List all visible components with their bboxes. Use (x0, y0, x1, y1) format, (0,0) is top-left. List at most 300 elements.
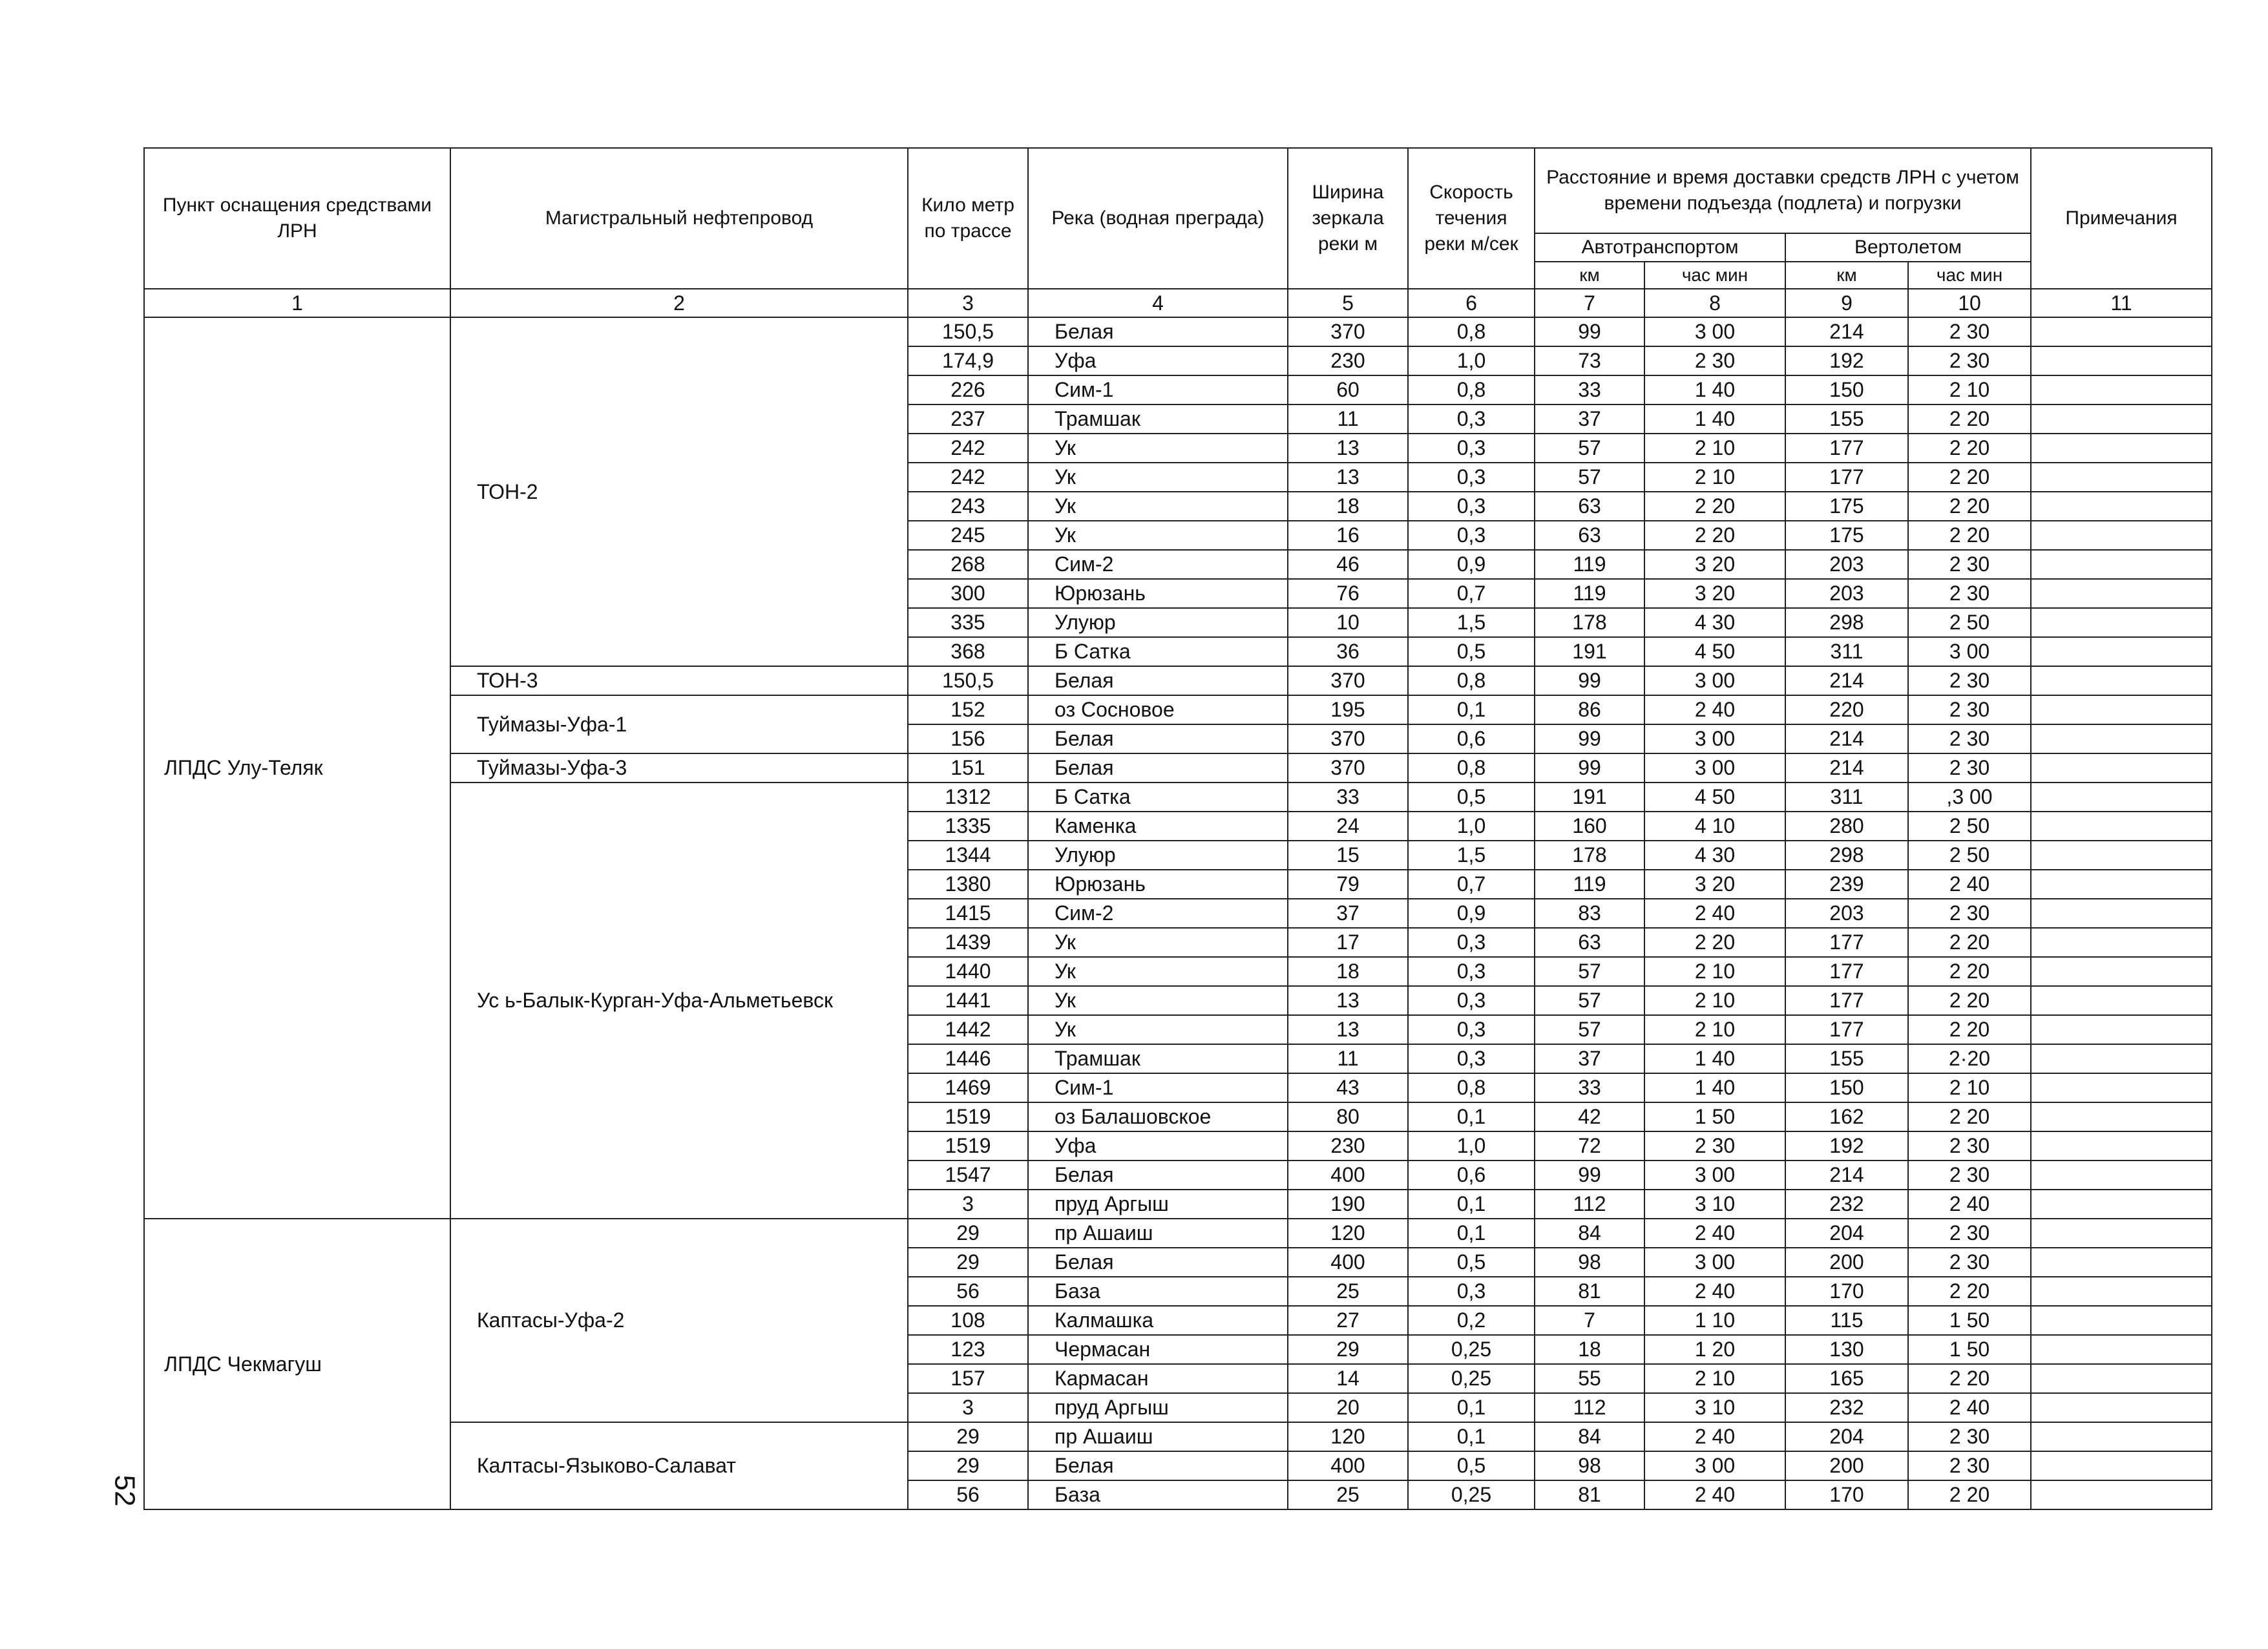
river-cell: Ук (1028, 986, 1288, 1015)
speed-cell: 0,25 (1408, 1480, 1535, 1509)
auto-km-cell: 191 (1535, 637, 1644, 666)
auto-km-cell: 63 (1535, 492, 1644, 521)
speed-cell: 0,5 (1408, 782, 1535, 812)
river-cell: Ук (1028, 1015, 1288, 1044)
width-cell: 18 (1288, 957, 1408, 986)
heli-time-cell: 2 10 (1908, 1073, 2031, 1102)
width-cell: 370 (1288, 724, 1408, 753)
table-row (144, 753, 2212, 782)
river-cell: Белая (1028, 317, 1288, 346)
river-cell: База (1028, 1277, 1288, 1306)
river-cell: Ук (1028, 463, 1288, 492)
km-cell: 243 (908, 492, 1028, 521)
km-cell: 29 (908, 1422, 1028, 1451)
pipeline-cell: Калтасы-Языково-Салават (450, 1422, 908, 1509)
heli-km-cell: 150 (1785, 375, 1908, 404)
header-unit-km: км (1535, 262, 1644, 289)
speed-cell: 0,7 (1408, 870, 1535, 899)
river-cell: оз Балашовское (1028, 1102, 1288, 1131)
river-cell: Чермасан (1028, 1335, 1288, 1364)
speed-cell: 0,5 (1408, 1451, 1535, 1480)
auto-time-cell: 2 40 (1644, 1277, 1785, 1306)
heli-time-cell: 2 30 (1908, 1248, 2031, 1277)
notes-cell (2031, 1277, 2212, 1306)
heli-km-cell: 170 (1785, 1277, 1908, 1306)
width-cell: 16 (1288, 521, 1408, 550)
heli-km-cell: 177 (1785, 928, 1908, 957)
heli-time-cell: 2 20 (1908, 928, 2031, 957)
heli-time-cell: 2 30 (1908, 695, 2031, 724)
width-cell: 230 (1288, 1131, 1408, 1161)
heli-km-cell: 311 (1785, 637, 1908, 666)
auto-km-cell: 112 (1535, 1190, 1644, 1219)
auto-time-cell: 3 20 (1644, 550, 1785, 579)
width-cell: 10 (1288, 608, 1408, 637)
km-cell: 1415 (908, 899, 1028, 928)
heli-km-cell: 298 (1785, 608, 1908, 637)
speed-cell: 0,25 (1408, 1364, 1535, 1393)
auto-time-cell: 3 10 (1644, 1190, 1785, 1219)
header-delivery: Расстояние и время доставки средств ЛРН с учетом времени подъезда (подлета) и погрузки (1535, 148, 2031, 233)
river-cell: Сим-1 (1028, 1073, 1288, 1102)
width-cell: 15 (1288, 841, 1408, 870)
heli-time-cell: 2 30 (1908, 346, 2031, 375)
river-cell: Ук (1028, 434, 1288, 463)
width-cell: 18 (1288, 492, 1408, 521)
heli-km-cell: 203 (1785, 579, 1908, 608)
auto-km-cell: 42 (1535, 1102, 1644, 1131)
auto-time-cell: 4 50 (1644, 637, 1785, 666)
notes-cell (2031, 1131, 2212, 1161)
heli-time-cell: 2 30 (1908, 317, 2031, 346)
speed-cell: 0,2 (1408, 1306, 1535, 1335)
auto-km-cell: 99 (1535, 1161, 1644, 1190)
auto-time-cell: 2 30 (1644, 1131, 1785, 1161)
speed-cell: 0,8 (1408, 753, 1535, 782)
km-cell: 1312 (908, 782, 1028, 812)
auto-time-cell: 3 00 (1644, 1248, 1785, 1277)
notes-cell (2031, 1190, 2212, 1219)
auto-time-cell: 4 50 (1644, 782, 1785, 812)
heli-km-cell: 200 (1785, 1451, 1908, 1480)
km-cell: 157 (908, 1364, 1028, 1393)
heli-time-cell: 2 30 (1908, 1422, 2031, 1451)
point-cell: ЛПДС Чекмагуш (144, 1219, 450, 1509)
width-cell: 76 (1288, 579, 1408, 608)
auto-time-cell: 3 00 (1644, 666, 1785, 695)
km-cell: 226 (908, 375, 1028, 404)
heli-km-cell: 130 (1785, 1335, 1908, 1364)
auto-km-cell: 119 (1535, 579, 1644, 608)
heli-km-cell: 162 (1785, 1102, 1908, 1131)
width-cell: 13 (1288, 1015, 1408, 1044)
speed-cell: 0,1 (1408, 1393, 1535, 1422)
heli-km-cell: 220 (1785, 695, 1908, 724)
auto-time-cell: 2 40 (1644, 1422, 1785, 1451)
heli-km-cell: 214 (1785, 666, 1908, 695)
notes-cell (2031, 492, 2212, 521)
width-cell: 80 (1288, 1102, 1408, 1131)
header-km: Кило метр по трассе (908, 148, 1028, 289)
river-cell: Ук (1028, 521, 1288, 550)
km-cell: 1344 (908, 841, 1028, 870)
auto-km-cell: 55 (1535, 1364, 1644, 1393)
auto-time-cell: 2 30 (1644, 346, 1785, 375)
speed-cell: 0,3 (1408, 1044, 1535, 1073)
notes-cell (2031, 899, 2212, 928)
width-cell: 24 (1288, 812, 1408, 841)
column-number: 7 (1535, 289, 1644, 317)
heli-time-cell: 3 00 (1908, 637, 2031, 666)
auto-time-cell: 2 20 (1644, 521, 1785, 550)
notes-cell (2031, 434, 2212, 463)
heli-time-cell: 2 30 (1908, 1161, 2031, 1190)
speed-cell: 0,3 (1408, 434, 1535, 463)
heli-time-cell: 2 20 (1908, 1364, 2031, 1393)
speed-cell: 1,0 (1408, 346, 1535, 375)
notes-cell (2031, 579, 2212, 608)
river-cell: пруд Аргыш (1028, 1393, 1288, 1422)
table-row (144, 1422, 2212, 1451)
column-number: 2 (450, 289, 908, 317)
river-cell: Белая (1028, 1161, 1288, 1190)
river-cell: Уфа (1028, 1131, 1288, 1161)
km-cell: 150,5 (908, 317, 1028, 346)
speed-cell: 0,8 (1408, 1073, 1535, 1102)
notes-cell (2031, 346, 2212, 375)
heli-time-cell: 2 20 (1908, 521, 2031, 550)
km-cell: 237 (908, 404, 1028, 434)
notes-cell (2031, 1219, 2212, 1248)
heli-time-cell: 2 40 (1908, 870, 2031, 899)
auto-time-cell: 2 40 (1644, 1219, 1785, 1248)
column-number: 9 (1785, 289, 1908, 317)
table-row (144, 782, 2212, 812)
speed-cell: 0,8 (1408, 375, 1535, 404)
heli-km-cell: 214 (1785, 753, 1908, 782)
header-notes: Примечания (2031, 148, 2212, 289)
notes-cell (2031, 1044, 2212, 1073)
heli-time-cell: 2 30 (1908, 899, 2031, 928)
km-cell: 151 (908, 753, 1028, 782)
width-cell: 60 (1288, 375, 1408, 404)
river-cell: пр Ашаиш (1028, 1422, 1288, 1451)
auto-time-cell: 2 10 (1644, 1364, 1785, 1393)
auto-km-cell: 98 (1535, 1248, 1644, 1277)
header-unit-time: час мин (1908, 262, 2031, 289)
notes-cell (2031, 666, 2212, 695)
notes-cell (2031, 1015, 2212, 1044)
km-cell: 1519 (908, 1131, 1028, 1161)
heli-time-cell: 2 50 (1908, 812, 2031, 841)
notes-cell (2031, 404, 2212, 434)
heli-time-cell: 2 30 (1908, 550, 2031, 579)
header-width: Ширина зеркала реки м (1288, 148, 1408, 289)
heli-km-cell: 155 (1785, 404, 1908, 434)
speed-cell: 0,3 (1408, 404, 1535, 434)
width-cell: 25 (1288, 1277, 1408, 1306)
speed-cell: 0,1 (1408, 1102, 1535, 1131)
auto-km-cell: 160 (1535, 812, 1644, 841)
auto-km-cell: 37 (1535, 404, 1644, 434)
heli-time-cell: 2 20 (1908, 986, 2031, 1015)
auto-km-cell: 86 (1535, 695, 1644, 724)
auto-km-cell: 57 (1535, 957, 1644, 986)
km-cell: 1441 (908, 986, 1028, 1015)
auto-km-cell: 99 (1535, 317, 1644, 346)
auto-km-cell: 63 (1535, 521, 1644, 550)
width-cell: 25 (1288, 1480, 1408, 1509)
km-cell: 1469 (908, 1073, 1028, 1102)
width-cell: 400 (1288, 1451, 1408, 1480)
heli-km-cell: 232 (1785, 1393, 1908, 1422)
notes-cell (2031, 1364, 2212, 1393)
width-cell: 400 (1288, 1161, 1408, 1190)
heli-time-cell: 2 30 (1908, 1219, 2031, 1248)
heli-time-cell: 2 30 (1908, 1451, 2031, 1480)
speed-cell: 0,3 (1408, 463, 1535, 492)
auto-time-cell: 2 10 (1644, 957, 1785, 986)
notes-cell (2031, 463, 2212, 492)
width-cell: 43 (1288, 1073, 1408, 1102)
heli-km-cell: 232 (1785, 1190, 1908, 1219)
km-cell: 156 (908, 724, 1028, 753)
auto-time-cell: 3 20 (1644, 870, 1785, 899)
notes-cell (2031, 375, 2212, 404)
heli-km-cell: 298 (1785, 841, 1908, 870)
auto-time-cell: 2 10 (1644, 463, 1785, 492)
table-row (144, 666, 2212, 695)
heli-time-cell: 2 50 (1908, 608, 2031, 637)
header-speed: Скорость течения реки м/сек (1408, 148, 1535, 289)
notes-cell (2031, 1393, 2212, 1422)
heli-km-cell: 115 (1785, 1306, 1908, 1335)
speed-cell: 0,7 (1408, 579, 1535, 608)
notes-cell (2031, 1451, 2212, 1480)
auto-time-cell: 1 40 (1644, 404, 1785, 434)
river-cell: Сим-2 (1028, 550, 1288, 579)
auto-km-cell: 84 (1535, 1422, 1644, 1451)
table-body (144, 317, 2212, 1509)
heli-km-cell: 203 (1785, 899, 1908, 928)
auto-km-cell: 57 (1535, 463, 1644, 492)
notes-cell (2031, 317, 2212, 346)
notes-cell (2031, 695, 2212, 724)
speed-cell: 0,1 (1408, 695, 1535, 724)
auto-time-cell: 1 50 (1644, 1102, 1785, 1131)
auto-km-cell: 99 (1535, 753, 1644, 782)
heli-time-cell: 2 10 (1908, 375, 2031, 404)
river-cell: Улуюр (1028, 841, 1288, 870)
auto-time-cell: 3 00 (1644, 317, 1785, 346)
river-cell: Каменка (1028, 812, 1288, 841)
heli-time-cell: 2 20 (1908, 492, 2031, 521)
auto-time-cell: 1 20 (1644, 1335, 1785, 1364)
column-number: 1 (144, 289, 450, 317)
speed-cell: 0,9 (1408, 550, 1535, 579)
pipeline-cell: ТОН-2 (450, 317, 908, 666)
river-cell: Б Сатка (1028, 637, 1288, 666)
river-cell: Белая (1028, 724, 1288, 753)
width-cell: 11 (1288, 404, 1408, 434)
heli-km-cell: 177 (1785, 463, 1908, 492)
width-cell: 195 (1288, 695, 1408, 724)
river-cell: Сим-1 (1028, 375, 1288, 404)
heli-km-cell: 214 (1785, 317, 1908, 346)
width-cell: 13 (1288, 434, 1408, 463)
notes-cell (2031, 1073, 2212, 1102)
heli-km-cell: 203 (1785, 550, 1908, 579)
notes-cell (2031, 957, 2212, 986)
width-cell: 120 (1288, 1219, 1408, 1248)
heli-km-cell: 170 (1785, 1480, 1908, 1509)
auto-time-cell: 2 10 (1644, 986, 1785, 1015)
column-number: 11 (2031, 289, 2212, 317)
column-number: 6 (1408, 289, 1535, 317)
width-cell: 46 (1288, 550, 1408, 579)
heli-km-cell: 175 (1785, 521, 1908, 550)
auto-km-cell: 33 (1535, 1073, 1644, 1102)
auto-time-cell: 2 10 (1644, 434, 1785, 463)
auto-km-cell: 63 (1535, 928, 1644, 957)
notes-cell (2031, 782, 2212, 812)
rivers-table (143, 147, 2212, 1510)
auto-time-cell: 2 10 (1644, 1015, 1785, 1044)
speed-cell: 0,3 (1408, 1277, 1535, 1306)
auto-km-cell: 119 (1535, 870, 1644, 899)
km-cell: 242 (908, 463, 1028, 492)
heli-km-cell: 165 (1785, 1364, 1908, 1393)
header-pipeline: Магистральный нефтепровод (450, 148, 908, 289)
heli-time-cell: 2 30 (1908, 724, 2031, 753)
river-cell: Белая (1028, 1451, 1288, 1480)
notes-cell (2031, 986, 2212, 1015)
pipeline-cell: Туймазы-Уфа-3 (450, 753, 908, 782)
table-row (144, 1219, 2212, 1248)
speed-cell: 0,1 (1408, 1219, 1535, 1248)
heli-km-cell: 192 (1785, 346, 1908, 375)
heli-time-cell: 2 50 (1908, 841, 2031, 870)
river-cell: Трамшак (1028, 404, 1288, 434)
auto-time-cell: 3 00 (1644, 724, 1785, 753)
notes-cell (2031, 1248, 2212, 1277)
heli-km-cell: 280 (1785, 812, 1908, 841)
auto-time-cell: 4 30 (1644, 841, 1785, 870)
km-cell: 1335 (908, 812, 1028, 841)
heli-km-cell: 214 (1785, 1161, 1908, 1190)
auto-time-cell: 4 10 (1644, 812, 1785, 841)
width-cell: 13 (1288, 463, 1408, 492)
km-cell: 56 (908, 1277, 1028, 1306)
km-cell: 29 (908, 1248, 1028, 1277)
heli-km-cell: 155 (1785, 1044, 1908, 1073)
river-cell: Юрюзань (1028, 579, 1288, 608)
notes-cell (2031, 550, 2212, 579)
km-cell: 1547 (908, 1161, 1028, 1190)
header-heli: Вертолетом (1785, 233, 2031, 262)
notes-cell (2031, 1422, 2212, 1451)
width-cell: 370 (1288, 753, 1408, 782)
auto-time-cell: 2 40 (1644, 1480, 1785, 1509)
river-cell: Юрюзань (1028, 870, 1288, 899)
auto-km-cell: 112 (1535, 1393, 1644, 1422)
heli-km-cell: 177 (1785, 986, 1908, 1015)
column-number: 5 (1288, 289, 1408, 317)
heli-km-cell: 150 (1785, 1073, 1908, 1102)
km-cell: 3 (908, 1190, 1028, 1219)
speed-cell: 0,3 (1408, 492, 1535, 521)
heli-time-cell: 2 40 (1908, 1190, 2031, 1219)
width-cell: 29 (1288, 1335, 1408, 1364)
speed-cell: 0,25 (1408, 1335, 1535, 1364)
auto-km-cell: 7 (1535, 1306, 1644, 1335)
pipeline-cell: Ус ь-Балык-Курган-Уфа-Альметьевск (450, 782, 908, 1219)
heli-time-cell: 2 20 (1908, 957, 2031, 986)
auto-km-cell: 81 (1535, 1480, 1644, 1509)
km-cell: 174,9 (908, 346, 1028, 375)
river-cell: Уфа (1028, 346, 1288, 375)
heli-time-cell: 2 20 (1908, 1480, 2031, 1509)
heli-time-cell: 1 50 (1908, 1306, 2031, 1335)
speed-cell: 0,8 (1408, 666, 1535, 695)
km-cell: 56 (908, 1480, 1028, 1509)
auto-time-cell: 1 40 (1644, 375, 1785, 404)
width-cell: 79 (1288, 870, 1408, 899)
heli-time-cell: 2 20 (1908, 1015, 2031, 1044)
notes-cell (2031, 724, 2212, 753)
notes-cell (2031, 637, 2212, 666)
header-point: Пункт оснащения средствами ЛРН (144, 148, 450, 289)
auto-km-cell: 57 (1535, 434, 1644, 463)
heli-km-cell: 214 (1785, 724, 1908, 753)
heli-km-cell: 204 (1785, 1219, 1908, 1248)
notes-cell (2031, 521, 2212, 550)
heli-km-cell: 177 (1785, 1015, 1908, 1044)
speed-cell: 0,8 (1408, 317, 1535, 346)
heli-km-cell: 177 (1785, 434, 1908, 463)
heli-km-cell: 239 (1785, 870, 1908, 899)
speed-cell: 0,3 (1408, 957, 1535, 986)
auto-km-cell: 99 (1535, 724, 1644, 753)
km-cell: 1442 (908, 1015, 1028, 1044)
km-cell: 1519 (908, 1102, 1028, 1131)
pipeline-cell: Туймазы-Уфа-1 (450, 695, 908, 753)
pipeline-cell: Каптасы-Уфа-2 (450, 1219, 908, 1422)
notes-cell (2031, 1306, 2212, 1335)
column-number: 8 (1644, 289, 1785, 317)
heli-time-cell: 2 30 (1908, 666, 2031, 695)
auto-km-cell: 57 (1535, 1015, 1644, 1044)
table-row (144, 317, 2212, 346)
auto-km-cell: 98 (1535, 1451, 1644, 1480)
column-number: 10 (1908, 289, 2031, 317)
auto-time-cell: 1 40 (1644, 1044, 1785, 1073)
km-cell: 108 (908, 1306, 1028, 1335)
auto-time-cell: 2 40 (1644, 695, 1785, 724)
river-cell: пр Ашаиш (1028, 1219, 1288, 1248)
auto-time-cell: 1 40 (1644, 1073, 1785, 1102)
km-cell: 368 (908, 637, 1028, 666)
width-cell: 13 (1288, 986, 1408, 1015)
notes-cell (2031, 1480, 2212, 1509)
river-cell: оз Сосновое (1028, 695, 1288, 724)
heli-time-cell: ,3 00 (1908, 782, 2031, 812)
width-cell: 20 (1288, 1393, 1408, 1422)
notes-cell (2031, 1102, 2212, 1131)
column-numbers-row (144, 289, 2212, 317)
auto-km-cell: 37 (1535, 1044, 1644, 1073)
header-unit-km: км (1785, 262, 1908, 289)
